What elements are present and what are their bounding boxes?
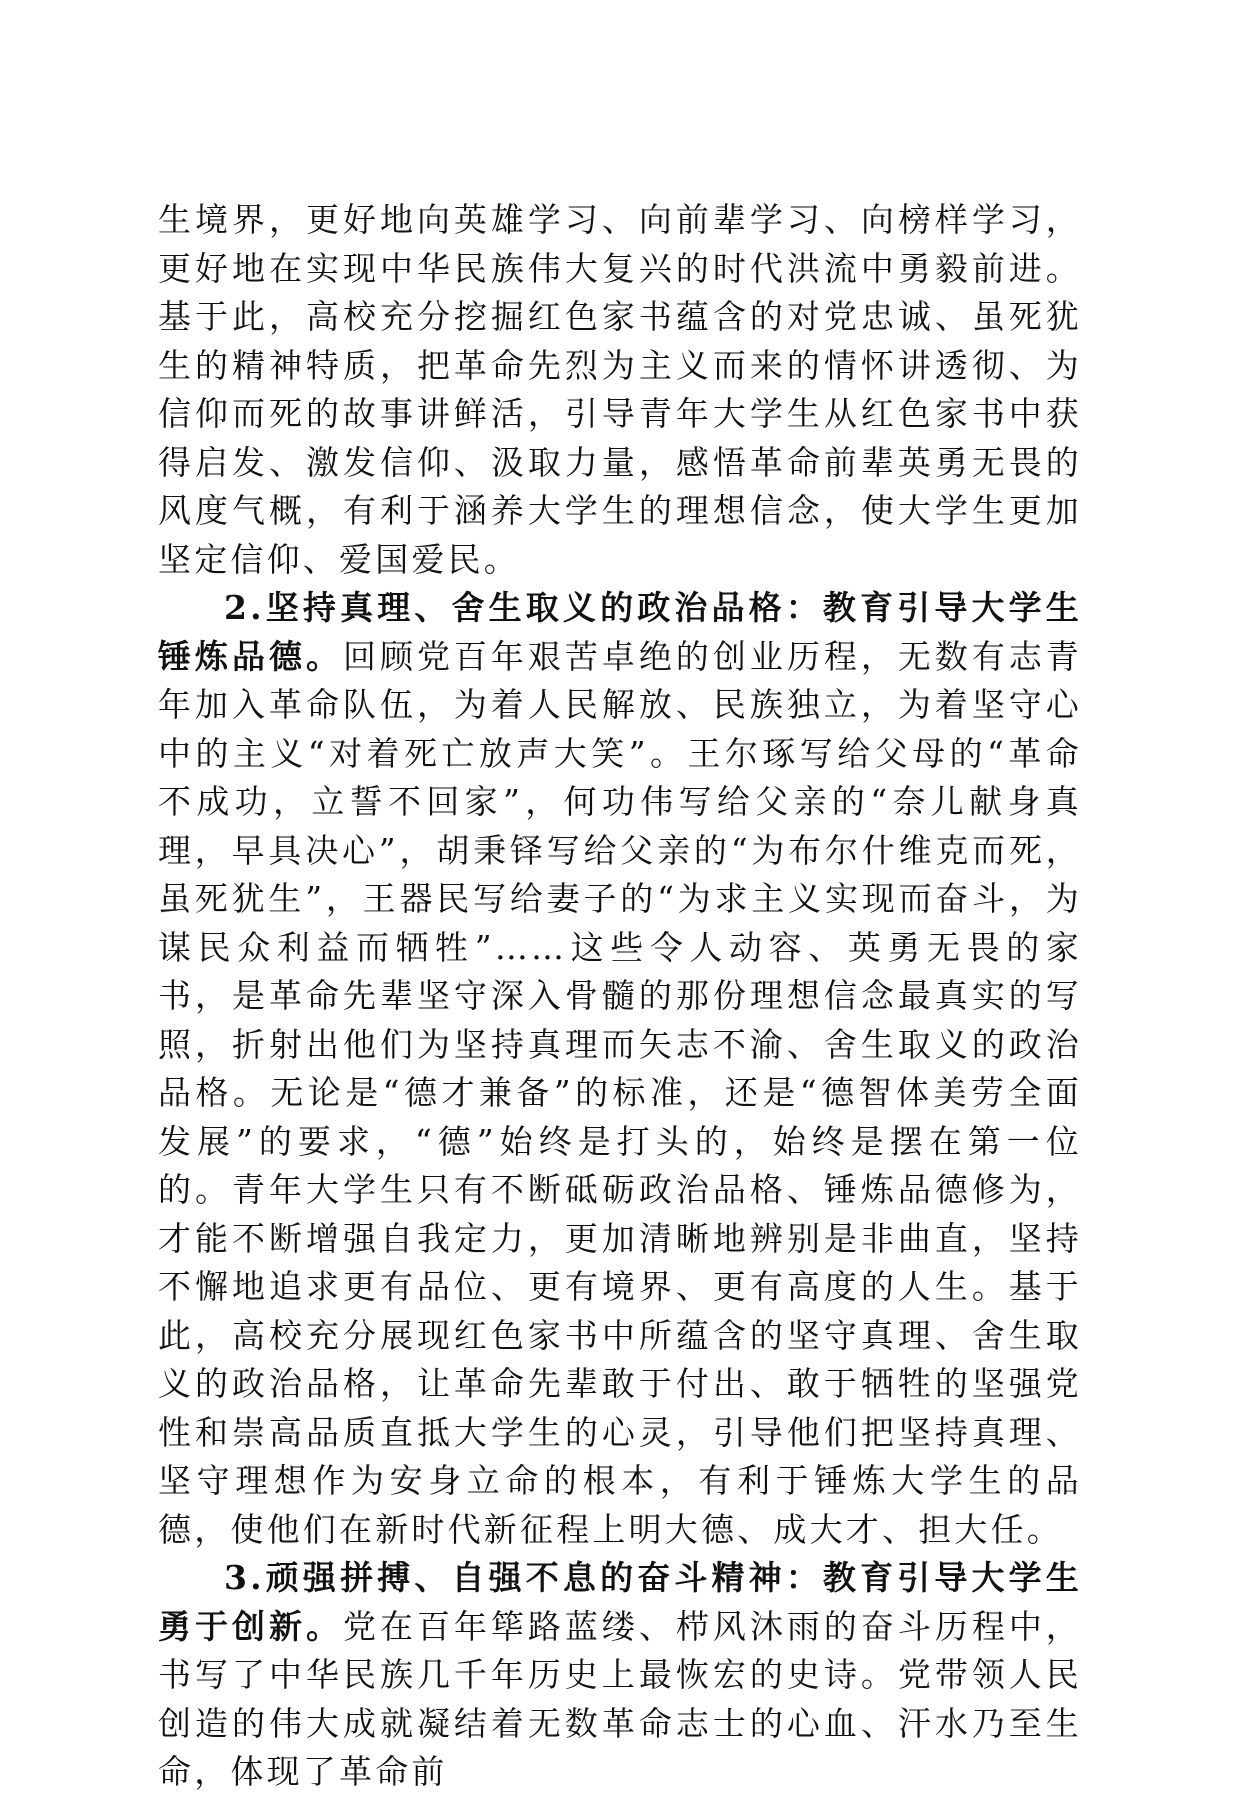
paragraph-3-heading: 3.顽强拼搏、自强不息的奋斗精神：教育引导大学生勇于创新。 [158,1558,1082,1646]
paragraph-3 [158,1554,1082,1797]
document-page [158,196,1082,1797]
paragraph-1-text: 生境界，更好地向英雄学习、向前辈学习、向榜样学习，更好地在实现中华民族伟大复兴的时代洪流中勇毅前进。基于此，高校充分挖掘红色家书蕴含的对党忠诚、虽死犹生的精神特质，把革命先烈为主义而来的情怀讲透彻、为信仰而死的故事讲鲜活，引导青年大学生从红色家书中获得启发、激发信仰、汲取力量，感悟革命前辈英勇无畏的风度气概，有利于涵养大学生的理想信念，使大学生更加坚定信仰、爱国爱民。 [158,200,1082,579]
paragraph-2 [158,584,1082,1554]
paragraph-3-text: 党在百年筚路蓝缕、栉风沐雨的奋斗历程中，书写了中华民族几千年历史上最恢宏的史诗。党带领人民创造的伟大成就凝结着无数革命志士的心血、汗水乃至生命，体现了革命前 [158,1606,1083,1791]
paragraph-1 [158,196,1082,584]
paragraph-2-text: 回顾党百年艰苦卓绝的创业历程，无数有志青年加入革命队伍，为着人民解放、民族独立，为着坚守心中的主义“对着死亡放声大笑”。王尔琢写给父母的“革命不成功，立誓不回家”，何功伟写给父亲的“奈儿献身真理，早具决心”，胡秉铎写给父亲的“为布尔什维克而死，虽死犹生”，王器民写给妻子的“为求主义实现而奋斗，为谋民众利益而牺牲”……这些令人动容、英勇无畏的家书，是革命先辈坚守深入骨髓的那份理想信念最真实的写照，折射出他们为坚持真理而矢志不渝、舍生取义的政治品格。无论是“德才兼备”的标准，还是“德智体美劳全面发展”的要求，“德”始终是打头的，始终是摆在第一位的。青年大学生只有不断砥砺政治品格、锤炼品德修为，才能不断增强自我定力，更加清晰地辨别是非曲直，坚持不懈地追求更有品位、更有境界、更有高度的人生。基于此，高校充分展现红色家书中所蕴含的坚守真理、舍生取义的政治品格，让革命先辈敢于付出、敢于牺牲的坚强党性和崇高品质直抵大学生的心灵，引导他们把坚持真理、坚守理想作为安身立命的根本，有利于锤炼大学生的品德，使他们在新时代新征程上明大德、成大才、担大任。 [158,636,1083,1549]
paragraph-2-heading: 2.坚持真理、舍生取义的政治品格：教育引导大学生锤炼品德。 [158,588,1082,676]
